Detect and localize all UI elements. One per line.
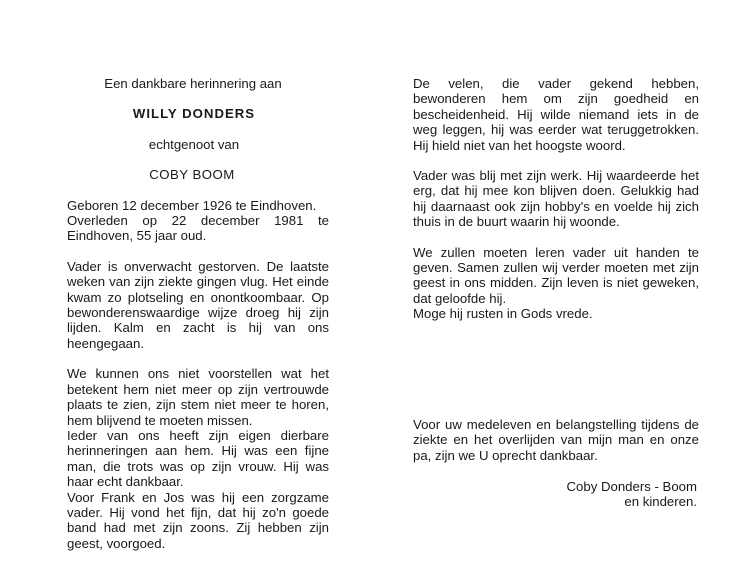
right-paragraph-1: De velen, die vader gekend hebben, bewonderen hem om zijn goedheid en bescheidenheid. Hij wilde niemand iets in de weg leggen, hij was eerder wat teruggetrokken. Hij hield niet van het hoogste woord. — [413, 76, 699, 153]
right-paragraph-3: We zullen moeten leren vader uit handen te geven. Samen zullen wij verder moeten met zijn geest in ons midden. Zijn leven is niet geweken, dat geloofde hij. — [413, 244, 699, 306]
spouse-name: COBY BOOM — [149, 167, 235, 183]
left-paragraph-2: We kunnen ons niet voorstellen wat het betekent hem niet meer op zijn vertrouwde plaats te zien, zijn stem niet meer te horen, hem blijvend te moeten missen. — [67, 366, 329, 428]
signature-name: Coby Donders - Boom — [566, 478, 697, 494]
left-column — [67, 76, 329, 551]
birth-line: Geboren 12 december 1926 te Eindhoven. — [67, 197, 317, 213]
right-column — [413, 76, 699, 510]
left-paragraph-4: Voor Frank en Jos was hij een zorgzame vader. Hij vond het fijn, dat hij zo'n goede band had met zijn zoons. Zij hebben zijn geest, voorgoed. — [67, 489, 329, 551]
spouse-label: echtgenoot van — [148, 136, 240, 152]
right-paragraph-2: Vader was blij met zijn werk. Hij waardeerde het erg, dat hij mee kon blijven doen. Gelukkig had hij daarnaast ook zijn hobby's en voelde hij zich thuis in de buurt waarin hij woonde. — [413, 168, 699, 230]
signature — [413, 479, 697, 510]
left-paragraph-3: Ieder van ons heeft zijn eigen dierbare herinneringen aan hem. Hij was een fijne man, die trots was op zijn vrouw. Hij was haar echt dankbaar. — [67, 427, 329, 490]
blessing-line: Moge hij rusten in Gods vrede. — [413, 306, 593, 322]
signature-family: en kinderen. — [624, 494, 697, 510]
left-paragraph-1: Vader is onverwacht gestorven. De laatste weken van zijn ziekte gingen vlug. Het einde kwam zo plotseling en onontkoombaar. Op bewonderenswaardige wijze droeg hij zijn lijden. Kalm en zacht is hij van ons heengegaan. — [67, 258, 329, 351]
thanks-paragraph: Voor uw medeleven en belangstelling tijdens de ziekte en het overlijden van mijn man en onze pa, zijn we U oprecht dankbaar. — [413, 416, 699, 463]
intro-text: Een dankbare herinnering aan — [104, 76, 282, 91]
deceased-name: WILLY DONDERS — [132, 106, 256, 122]
death-line: Overleden op 22 december 1981 te Eindhoven, 55 jaar oud. — [67, 213, 329, 244]
